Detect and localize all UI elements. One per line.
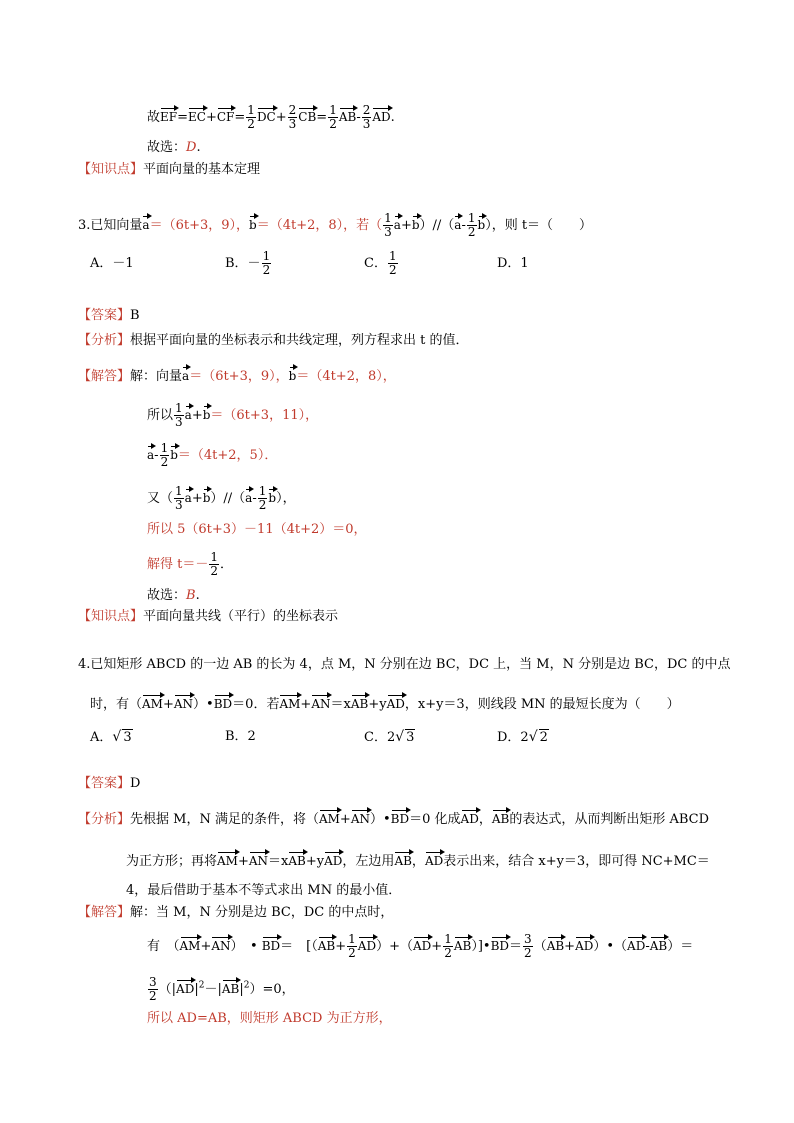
q3-option-c: C． $\frac{1}{2}$ [364,249,397,277]
q3-analysis: 【分析】根据平面向量的坐标表示和共线定理，列方程求出 t 的值． [78,333,469,348]
q3-stem: 3.已知向量a＝（6t+3，9），b＝（4t+2，8），若（ $\frac{1}{3}$ a+b）//（a- $\frac{1}{2}$ b），则 t＝（ ） [78,211,593,239]
q4-stem-line1: 4.已知矩形 ABCD 的一边 AB 的长为 4，点 M，N 分别在边 BC，DC 上，当 M，N 分别是边 BC，DC 的中点 [78,657,731,672]
q3-solution-intro: 【解答】解：向量a＝（6t+3，9），b＝（4t+2，8）， [78,365,396,385]
choose-line: 故选：D. [147,140,201,155]
q4-solution-line4: 所以 AD=AB，则矩形 ABCD 为正方形， [147,1011,392,1026]
formula-ef: 故EF=EC+CF= $\frac{1}{2}$ DC+ $\frac{2}{3}$ CB= $\frac{1}{2}$ AB- $\frac{2}{3}$ AD. [147,103,395,131]
q4-solution-line1: 【解答】解：当 M，N 分别是边 BC，DC 的中点时， [78,905,394,920]
knowledge-point: 【知识点】平面向量的基本定理 [78,162,261,177]
q4-option-c: C．2√ 3 [364,729,415,745]
q3-solution-line4: 又（ $\frac{1}{3}$ a+b）//（a- $\frac{1}{2}$ b）， [147,484,296,512]
q4-solution-line3: $\frac{3}{2}$ $(|AD|^2-|AB|^2)=0$， [149,975,295,1003]
q4-option-b: B．2 [225,729,256,744]
q3-solution-line6: 解得 t＝－ $\frac{1}{2}$ ． [147,550,234,578]
q3-choose: 故选：B. [147,588,200,603]
q4-analysis-line3: 4，最后借助于基本不等式求出 MN 的最小值． [126,883,402,898]
q4-answer: 【答案】D [78,776,141,791]
q3-option-d: D．1 [497,256,529,271]
q3-option-b: B．－ $\frac{1}{2}$ [225,249,271,277]
q3-solution-line2: 所以 $\frac{1}{3}$ a+b＝（6t+3，11）， [147,401,319,429]
q3-solution-line5: 所以 5（6t+3）－11（4t+2）＝0， [147,522,367,537]
q4-analysis-line2: 为正方形；再将AM+AN＝xAB+yAD，左边用AB，AD表示出来，结合 x+y＝3，即可得 NC+MC＝ [126,850,710,870]
q4-solution-line2: 有 （AM+AN） • BD＝ [（AB+ $\frac{1}{2}$ AD）+（AD+ $\frac{1}{2}$ AB）]•BD＝ $\frac{3}{2}$ （AB+AD）•（AD-AB）＝ [147,932,694,960]
q3-knowledge: 【知识点】平面向量共线（平行）的坐标表示 [78,609,339,624]
q3-answer: 【答案】B [78,308,140,323]
q4-option-a: A．√ 3 [90,729,132,745]
q3-option-a: A．－1 [90,256,134,271]
q4-option-d: D．2√ 2 [497,729,548,745]
q4-analysis-line1: 【分析】先根据 M，N 满足的条件，将（AM+AN）•BD＝0 化成AD，AB的表达式，从而判断出矩形 ABCD [78,808,709,828]
q3-solution-line3: a- $\frac{1}{2}$ b＝（4t+2，5）． [147,441,278,469]
q4-stem-line2: 时，有（AM+AN）•BD＝0．若AM+AN＝xAB+yAD，x+y＝3，则线段 MN 的最短长度为（ ） [90,693,680,713]
